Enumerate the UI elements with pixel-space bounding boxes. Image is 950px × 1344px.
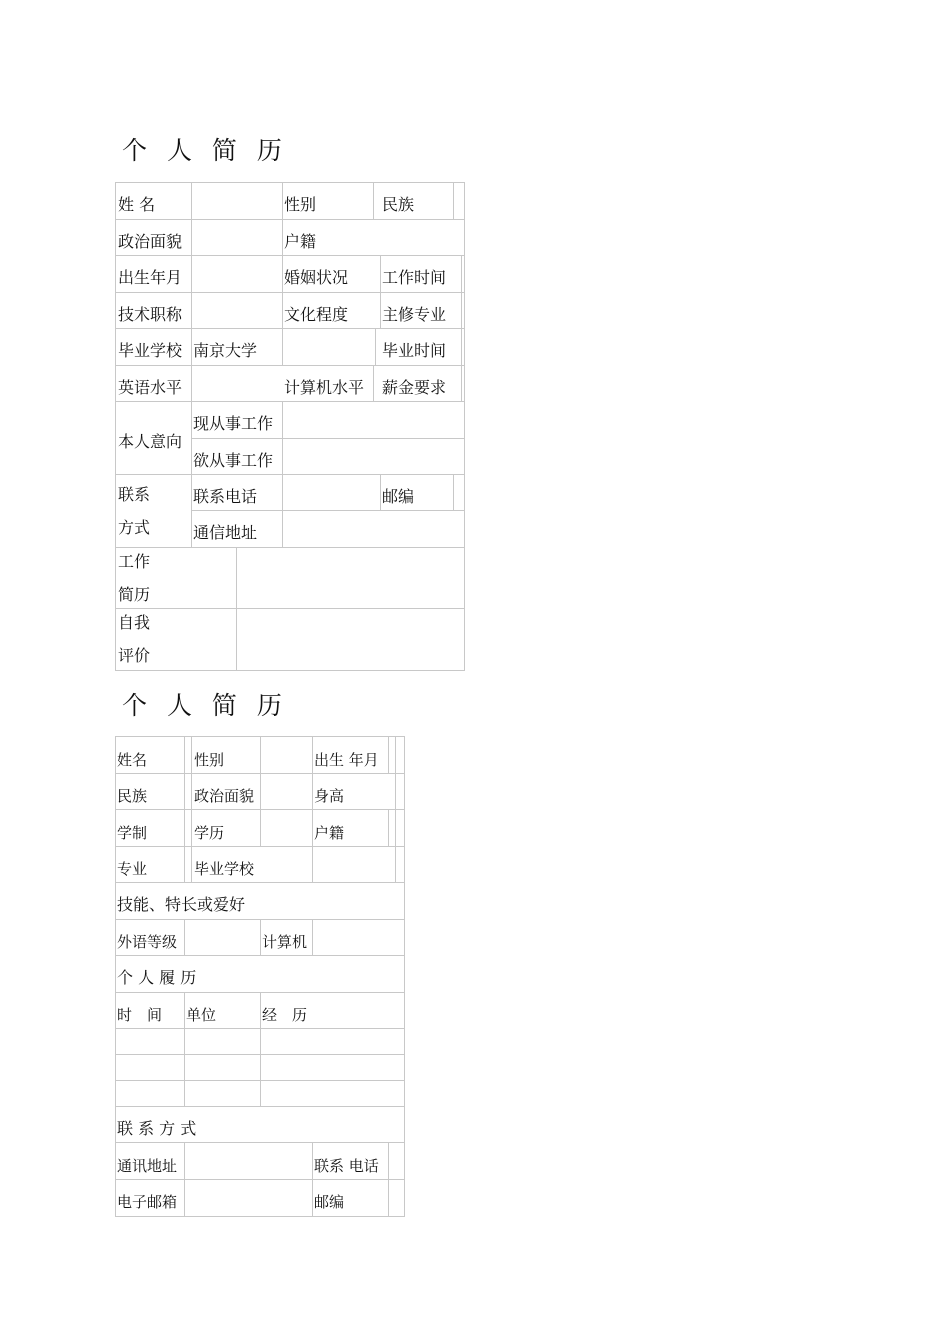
label-birth: 出生 年月 bbox=[314, 751, 379, 769]
label-birth: 出生年月 bbox=[118, 268, 183, 287]
label-work-history-2: 简历 bbox=[118, 585, 151, 604]
label-address: 通讯地址 bbox=[117, 1157, 178, 1175]
label-postcode: 邮编 bbox=[382, 487, 415, 506]
label-work-history-1: 工作 bbox=[118, 552, 151, 571]
name-field[interactable] bbox=[193, 184, 281, 218]
label-ethnicity: 民族 bbox=[382, 195, 415, 214]
label-desired-job: 欲从事工作 bbox=[193, 451, 274, 470]
label-self-eval-1: 自我 bbox=[118, 613, 151, 632]
resume-title-2: 个 人 简 历 bbox=[122, 691, 288, 720]
resume-form-2 bbox=[115, 736, 405, 1217]
label-email: 电子邮箱 bbox=[117, 1193, 178, 1211]
label-school: 毕业学校 bbox=[118, 341, 183, 360]
resume-form-1 bbox=[115, 182, 465, 671]
label-gender: 性别 bbox=[284, 195, 317, 214]
label-marital: 婚姻状况 bbox=[284, 268, 349, 287]
label-name: 姓 名 bbox=[118, 195, 156, 214]
label-postcode: 邮编 bbox=[314, 1193, 345, 1211]
label-english: 英语水平 bbox=[118, 378, 183, 397]
label-intent: 本人意向 bbox=[118, 432, 183, 451]
label-political: 政治面貌 bbox=[118, 232, 183, 251]
col-experience: 经 历 bbox=[262, 1006, 308, 1024]
label-school: 毕业学校 bbox=[194, 860, 255, 878]
label-address: 通信地址 bbox=[193, 523, 258, 542]
label-skills: 技能、特长或爱好 bbox=[117, 895, 246, 914]
label-title-rank: 技术职称 bbox=[118, 305, 183, 324]
label-gender: 性别 bbox=[194, 751, 225, 769]
col-time: 时 间 bbox=[117, 1006, 163, 1024]
label-major: 专业 bbox=[117, 860, 148, 878]
label-contact-1: 联系 bbox=[118, 485, 151, 504]
label-salary: 薪金要求 bbox=[382, 378, 447, 397]
label-degree: 学历 bbox=[194, 824, 225, 842]
label-history: 个 人 履 历 bbox=[117, 968, 197, 987]
label-name: 姓名 bbox=[117, 751, 148, 769]
label-work-start: 工作时间 bbox=[382, 268, 447, 287]
label-political: 政治面貌 bbox=[194, 787, 255, 805]
label-major: 主修专业 bbox=[382, 305, 447, 324]
label-phone: 联系电话 bbox=[193, 487, 258, 506]
school-value: 南京大学 bbox=[193, 341, 258, 360]
label-contact: 联 系 方 式 bbox=[117, 1119, 197, 1138]
label-self-eval-2: 评价 bbox=[118, 646, 151, 665]
label-foreign-language: 外语等级 bbox=[117, 933, 178, 951]
label-current-job: 现从事工作 bbox=[193, 414, 274, 433]
label-phone: 联系 电话 bbox=[314, 1157, 379, 1175]
col-unit: 单位 bbox=[186, 1006, 217, 1024]
label-computer: 计算机 bbox=[262, 933, 308, 951]
label-contact-2: 方式 bbox=[118, 518, 151, 537]
label-grad-time: 毕业时间 bbox=[382, 341, 447, 360]
label-computer: 计算机水平 bbox=[284, 378, 365, 397]
label-height: 身高 bbox=[314, 787, 345, 805]
label-hukou: 户籍 bbox=[314, 824, 345, 842]
label-schooling-length: 学制 bbox=[117, 824, 148, 842]
resume-title-1: 个 人 简 历 bbox=[122, 136, 288, 165]
label-ethnicity: 民族 bbox=[117, 787, 148, 805]
label-hukou: 户籍 bbox=[284, 232, 317, 251]
label-education: 文化程度 bbox=[284, 305, 349, 324]
